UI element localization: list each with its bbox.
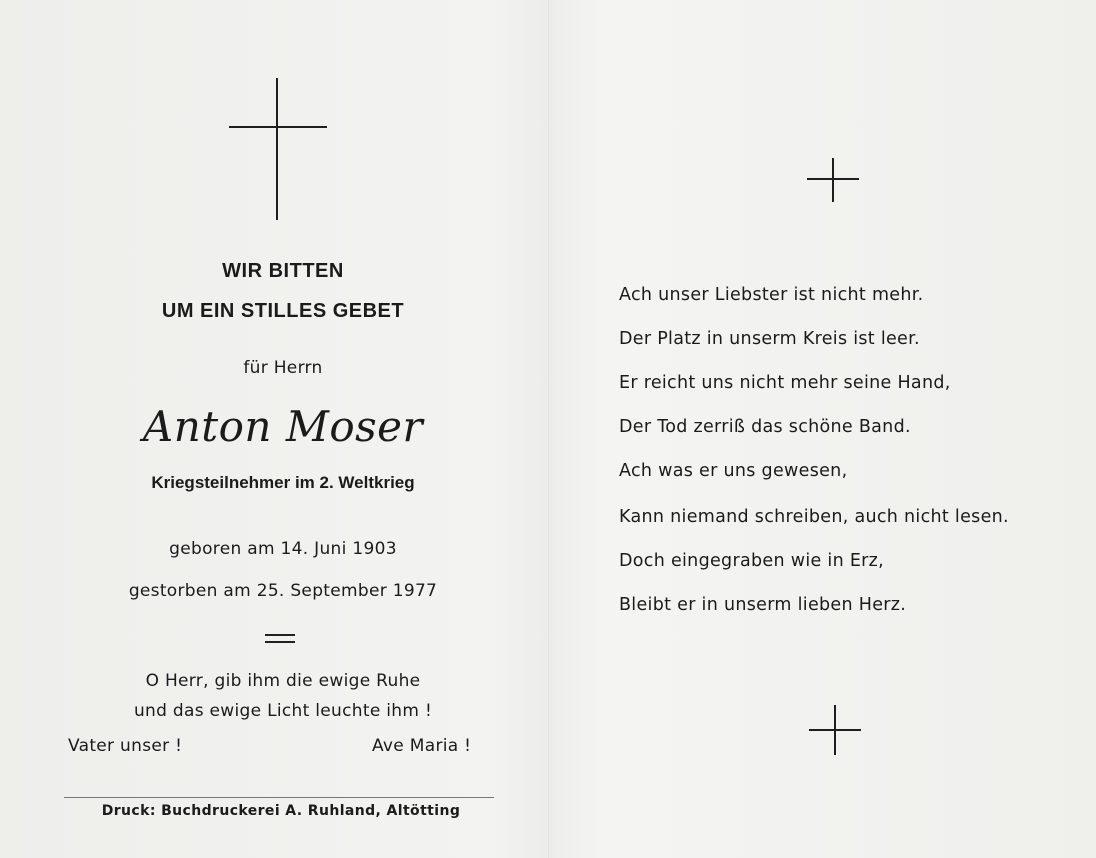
- small-cross-bottom-icon: [809, 705, 861, 755]
- ave-maria: Ave Maria !: [372, 736, 472, 756]
- poem-line-6: Kann niemand schreiben, auch nicht lesen.: [619, 507, 1009, 527]
- heading-line-2: UM EIN STILLES GEBET: [161, 300, 405, 322]
- poem-line-2: Der Platz in unserm Kreis ist leer.: [619, 329, 920, 349]
- main-cross-icon: [229, 78, 327, 220]
- small-cross-top-icon: [807, 158, 859, 202]
- poem-line-5: Ach was er uns gewesen,: [619, 461, 848, 481]
- poem-line-1: Ach unser Liebster ist nicht mehr.: [619, 285, 924, 305]
- subtitle: Kriegsteilnehmer im 2. Weltkrieg: [151, 473, 415, 492]
- printer-credit: Druck: Buchdruckerei A. Ruhland, Altötting: [101, 803, 461, 819]
- prayer-line-2: und das ewige Licht leuchte ihm !: [133, 701, 433, 721]
- poem-line-3: Er reicht uns nicht mehr seine Hand,: [619, 373, 951, 393]
- prayer-line-1: O Herr, gib ihm die ewige Ruhe: [145, 671, 421, 691]
- for-label: für Herrn: [243, 358, 323, 378]
- deceased-name: Anton Moser: [142, 402, 424, 451]
- death-date: gestorben am 25. September 1977: [128, 581, 438, 601]
- heading-line-1: WIR BITTEN: [222, 260, 344, 282]
- poem-line-4: Der Tod zerriß das schöne Band.: [619, 417, 911, 437]
- poem-line-7: Doch eingegraben wie in Erz,: [619, 551, 885, 571]
- birth-date: geboren am 14. Juni 1903: [169, 539, 397, 559]
- poem-line-8: Bleibt er in unserm lieben Herz.: [619, 595, 907, 615]
- footer-rule: [64, 797, 494, 798]
- right-panel: [548, 0, 1096, 858]
- double-rule-divider: [265, 634, 295, 648]
- our-father: Vater unser !: [68, 736, 183, 756]
